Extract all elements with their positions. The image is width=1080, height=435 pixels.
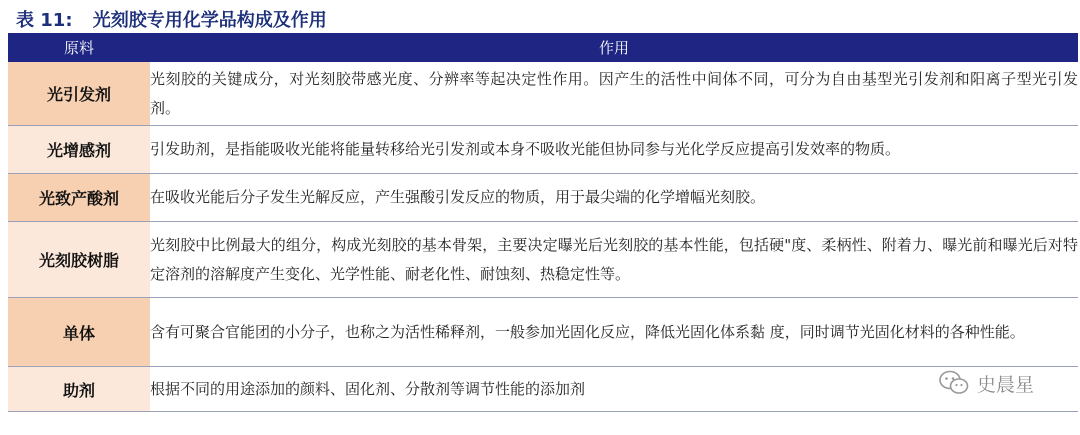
table-title: 光刻胶专用化学品构成及作用: [92, 10, 327, 31]
material-function: 光刻胶中比例最大的组分，构成光刻胶的基本骨架，主要决定曝光后光刻胶的基本性能，包括硬"度、柔柄性、附着力、曝光前和曝光后对特定溶剂的溶解度产生变化、光学性能、耐老化性、耐蚀刻、热稳定性等。: [150, 222, 1078, 298]
table-row: [8, 62, 1078, 126]
table-row: [8, 222, 1078, 298]
header-row: [8, 33, 1078, 62]
column-header-material: 原料: [8, 33, 150, 62]
watermark: [939, 368, 1034, 398]
table-row: [8, 367, 1078, 412]
material-name: 光致产酸剂: [8, 174, 150, 222]
table-row: [8, 298, 1078, 367]
table-row: [8, 174, 1078, 222]
table-caption: [16, 6, 327, 32]
table-number: 表 11:: [16, 10, 73, 31]
material-name: 助剂: [8, 367, 150, 412]
material-function: 含有可聚合官能团的小分子，也称之为活性稀释剂，一般参加光固化反应，降低光固化体系黏 度，同时调节光固化材料的各种性能。: [150, 298, 1078, 367]
materials-table: [8, 33, 1078, 412]
material-function: 根据不同的用途添加的颜料、固化剂、分散剂等调节性能的添加剂: [150, 367, 1078, 412]
material-function: 引发助剂，是指能吸收光能将能量转移给光引发剂或本身不吸收光能但协同参与光化学反应提高引发效率的物质。: [150, 126, 1078, 174]
material-function: 光刻胶的关键成分，对光刻胶带感光度、分辨率等起决定性作用。因产生的活性中间体不同，可分为自由基型光引发剂和阳离子型光引发剂。: [150, 62, 1078, 126]
material-name: 光刻胶树脂: [8, 222, 150, 298]
material-name: 光增感剂: [8, 126, 150, 174]
column-header-function: 作用: [150, 33, 1078, 62]
table-row: [8, 126, 1078, 174]
watermark-text: 史晨星: [976, 373, 1034, 396]
wechat-icon: [939, 370, 969, 396]
material-name: 单体: [8, 298, 150, 367]
material-function: 在吸收光能后分子发生光解反应，产生强酸引发反应的物质，用于最尖端的化学增幅光刻胶。: [150, 174, 1078, 222]
material-name: 光引发剂: [8, 62, 150, 126]
